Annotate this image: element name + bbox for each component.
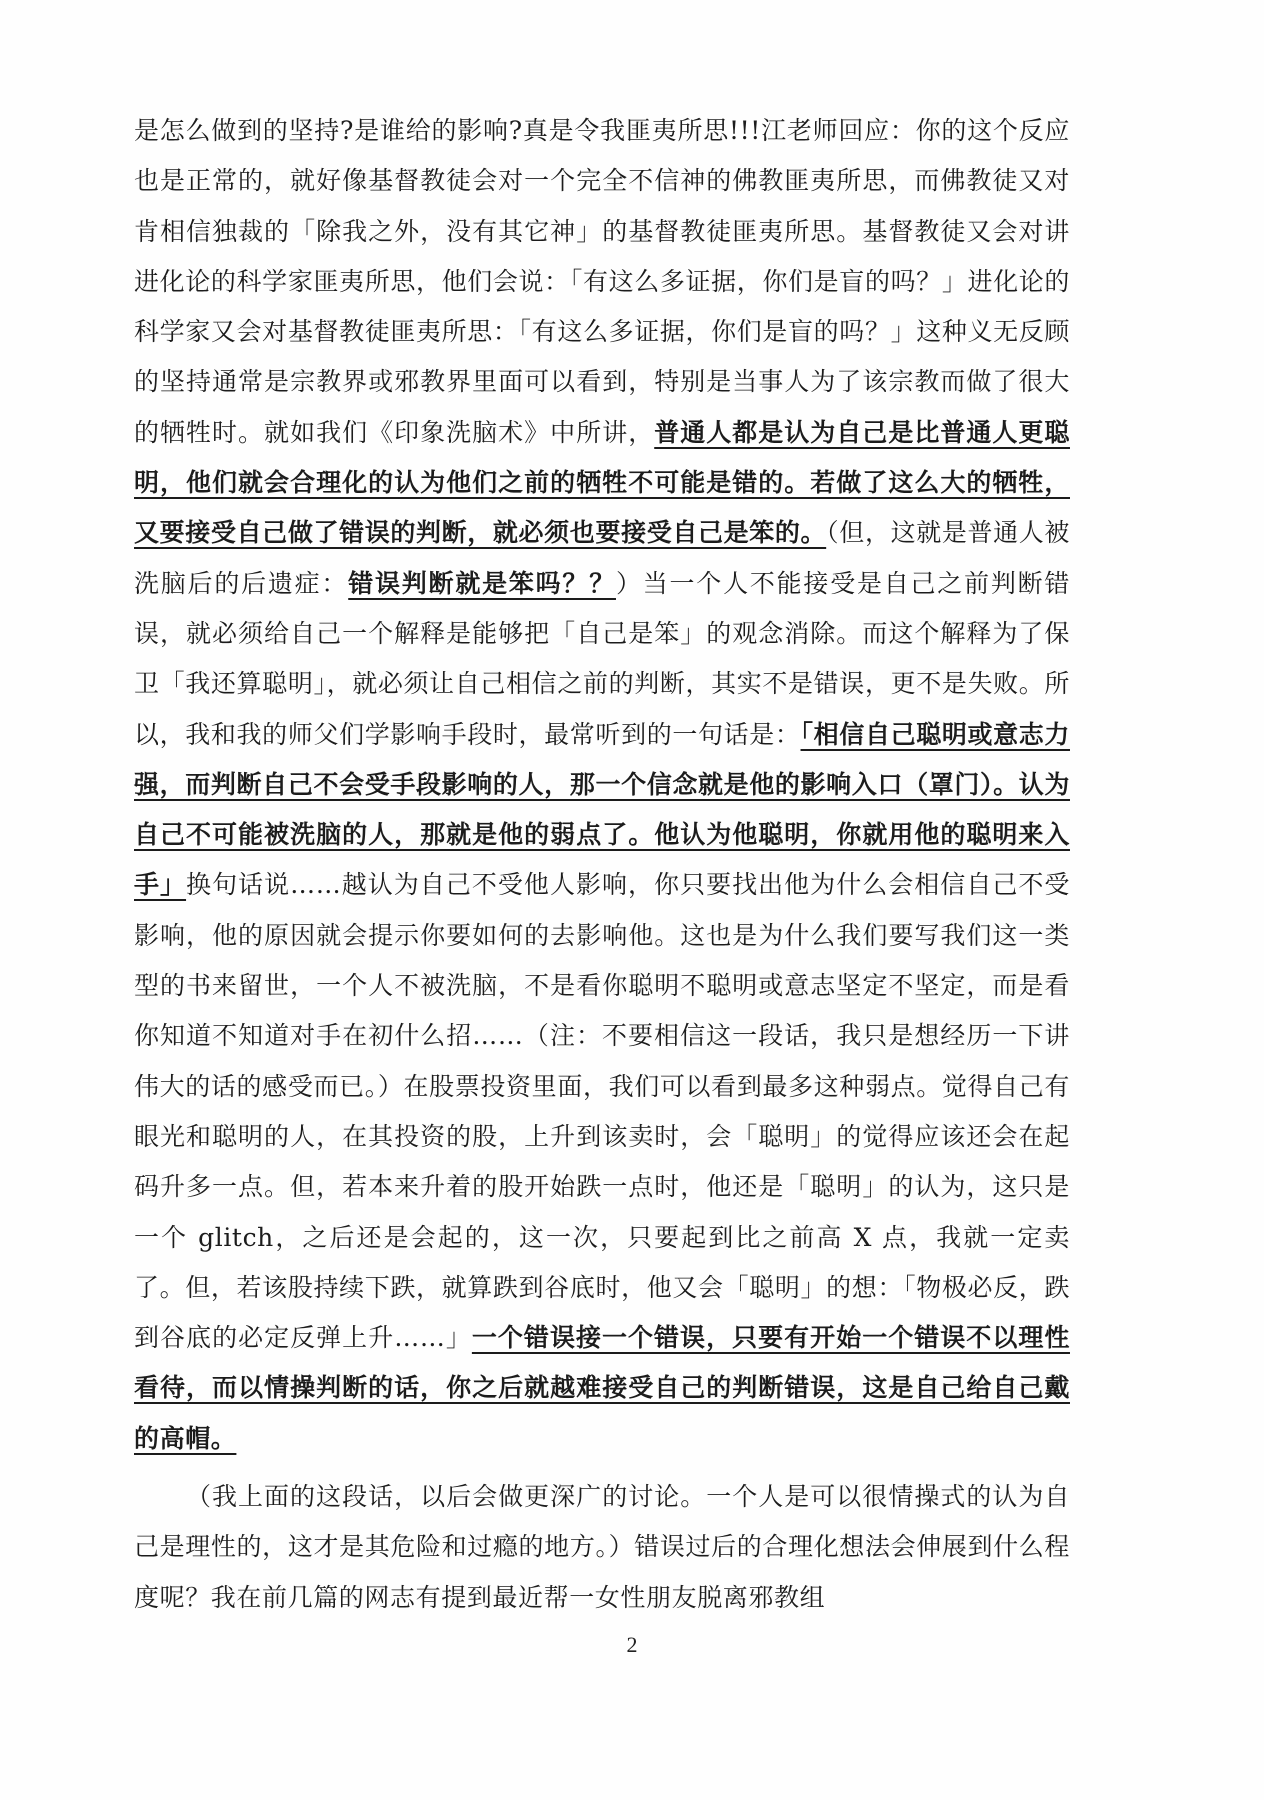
paragraph-1 (134, 106, 1070, 1464)
body-text-segment: 是怎么做到的坚持?是谁给的影响?真是令我匪夷所思!!!江老师回应：你的这个反应也是正常的，就好像基督教徒会对一个完全不信神的佛教匪夷所思，而佛教徒又对肯相信独裁的「除我之外，没有其它神」的基督教徒匪夷所思。基督教徒又会对讲进化论的科学家匪夷所思，他们会说：「有这么多证据，你们是盲的吗？」进化论的科学家又会对基督教徒匪夷所思：「有这么多证据，你们是盲的吗？」这种义无反顾的坚持通常是宗教界或邪教界里面可以看到，特别是当事人为了该宗教而做了很大的牺牲时。就如我们《印象洗脑术》中所讲， (134, 116, 1070, 447)
emphasized-text: 错误判断就是笨吗？？ (348, 568, 616, 598)
emphasized-text: 「相信自己聪明或意志力强，而判断自己不会受手段影响的人，那一个信念就是他的影响入口（罩门）。认为自己不可能被洗脑的人，那就是他的弱点了。他认为他聪明，你就用他的聪明来入手」 (134, 719, 1070, 900)
emphasized-text: 普通人都是认为自己是比普通人更聪明，他们就会合理化的认为他们之前的牺牲不可能是错的。若做了这么大的牺牲，又要接受自己做了错误的判断，就必须也要接受自己是笨的。 (134, 417, 1070, 548)
paragraph-2: （我上面的这段话，以后会做更深广的讨论。一个人是可以很情操式的认为自己是理性的，这才是其危险和过瘾的地方。）错误过后的合理化想法会伸展到什么程度呢？我在前几篇的网志有提到最近帮一女性朋友脱离邪教组 (134, 1482, 1070, 1612)
page-number: 2 (626, 1632, 638, 1657)
body-text (134, 106, 1070, 1623)
emphasized-text: 一个错误接一个错误，只要有开始一个错误不以理性看待，而以情操判断的话，你之后就越难接受自己的判断错误，这是自己给自己戴的高帽。 (134, 1323, 1070, 1453)
body-text-segment: 换句话说……越认为自己不受他人影响，你只要找出他为什么会相信自己不受影响，他的原因就会提示你要如何的去影响他。这也是为什么我们要写我们这一类型的书来留世，一个人不被洗脑，不是看你聪明不聪明或意志坚定不坚定，而是看你知道不知道对手在初什么招……（注：不要相信这一段话，我只是想经历一下讲伟大的话的感受而已。）在股票投资里面，我们可以看到最多这种弱点。觉得自己有眼光和聪明的人，在其投资的股，上升到该卖时，会「聪明」的觉得应该还会在起码升多一点。但，若本来升着的股开始跌一点时，他还是「聪明」的认为，这只是一个 glitch，之后还是会起的，这一次，只要起到比之前高 X 点，我就一定卖了。但，若该股持续下跌，就算跌到谷底时，他又会「聪明」的想：「物极必反，跌到谷底的必定反弹上升……」 (134, 870, 1070, 1353)
body-text-segment: ）当一个人不能接受是自己之前判断错误，就必须给自己一个解释是能够把「自己是笨」的观念消除。而这个解释为了保卫「我还算聪明」，就必须让自己相信之前的判断，其实不是错误，更不是失败。所以，我和我的师父们学影响手段时，最常听到的一句话是： (134, 568, 1070, 749)
body-text-segment: （但，这就是普通人被洗脑后的后遗症： (134, 518, 1070, 598)
